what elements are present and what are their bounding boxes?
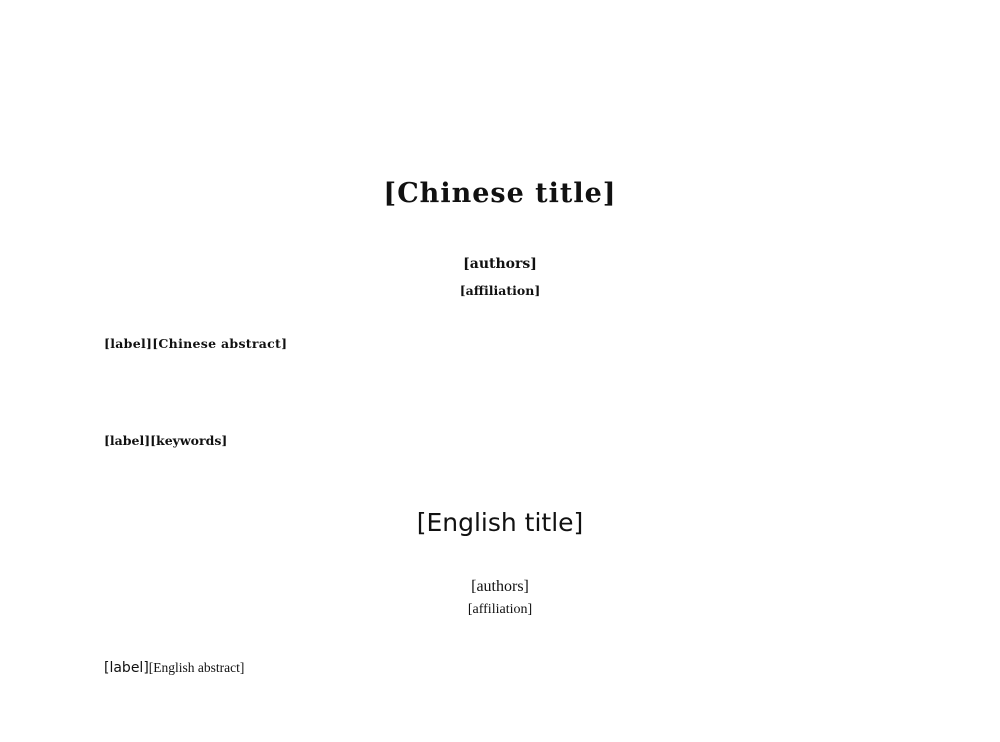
chinese-affiliation: [affiliation]	[459, 283, 541, 298]
english-abstract-label: [label]	[104, 660, 149, 676]
chinese-abstract-text: [Chinese abstract]	[152, 336, 288, 351]
chinese-keywords	[104, 433, 922, 448]
english-authors: [authors]	[471, 578, 529, 595]
chinese-abstract	[104, 332, 922, 355]
chinese-title: [Chinese title]	[383, 178, 617, 209]
english-abstract	[104, 655, 922, 681]
chinese-authors: [authors]	[463, 256, 537, 272]
chinese-keywords-text: [keywords]	[150, 433, 228, 448]
english-affiliation: [affiliation]	[467, 602, 533, 617]
english-abstract-text: [English abstract]	[148, 660, 245, 675]
chinese-abstract-label: [label]	[104, 336, 153, 351]
chinese-keywords-label: [label]	[104, 433, 151, 448]
english-title: [English title]	[416, 508, 584, 537]
